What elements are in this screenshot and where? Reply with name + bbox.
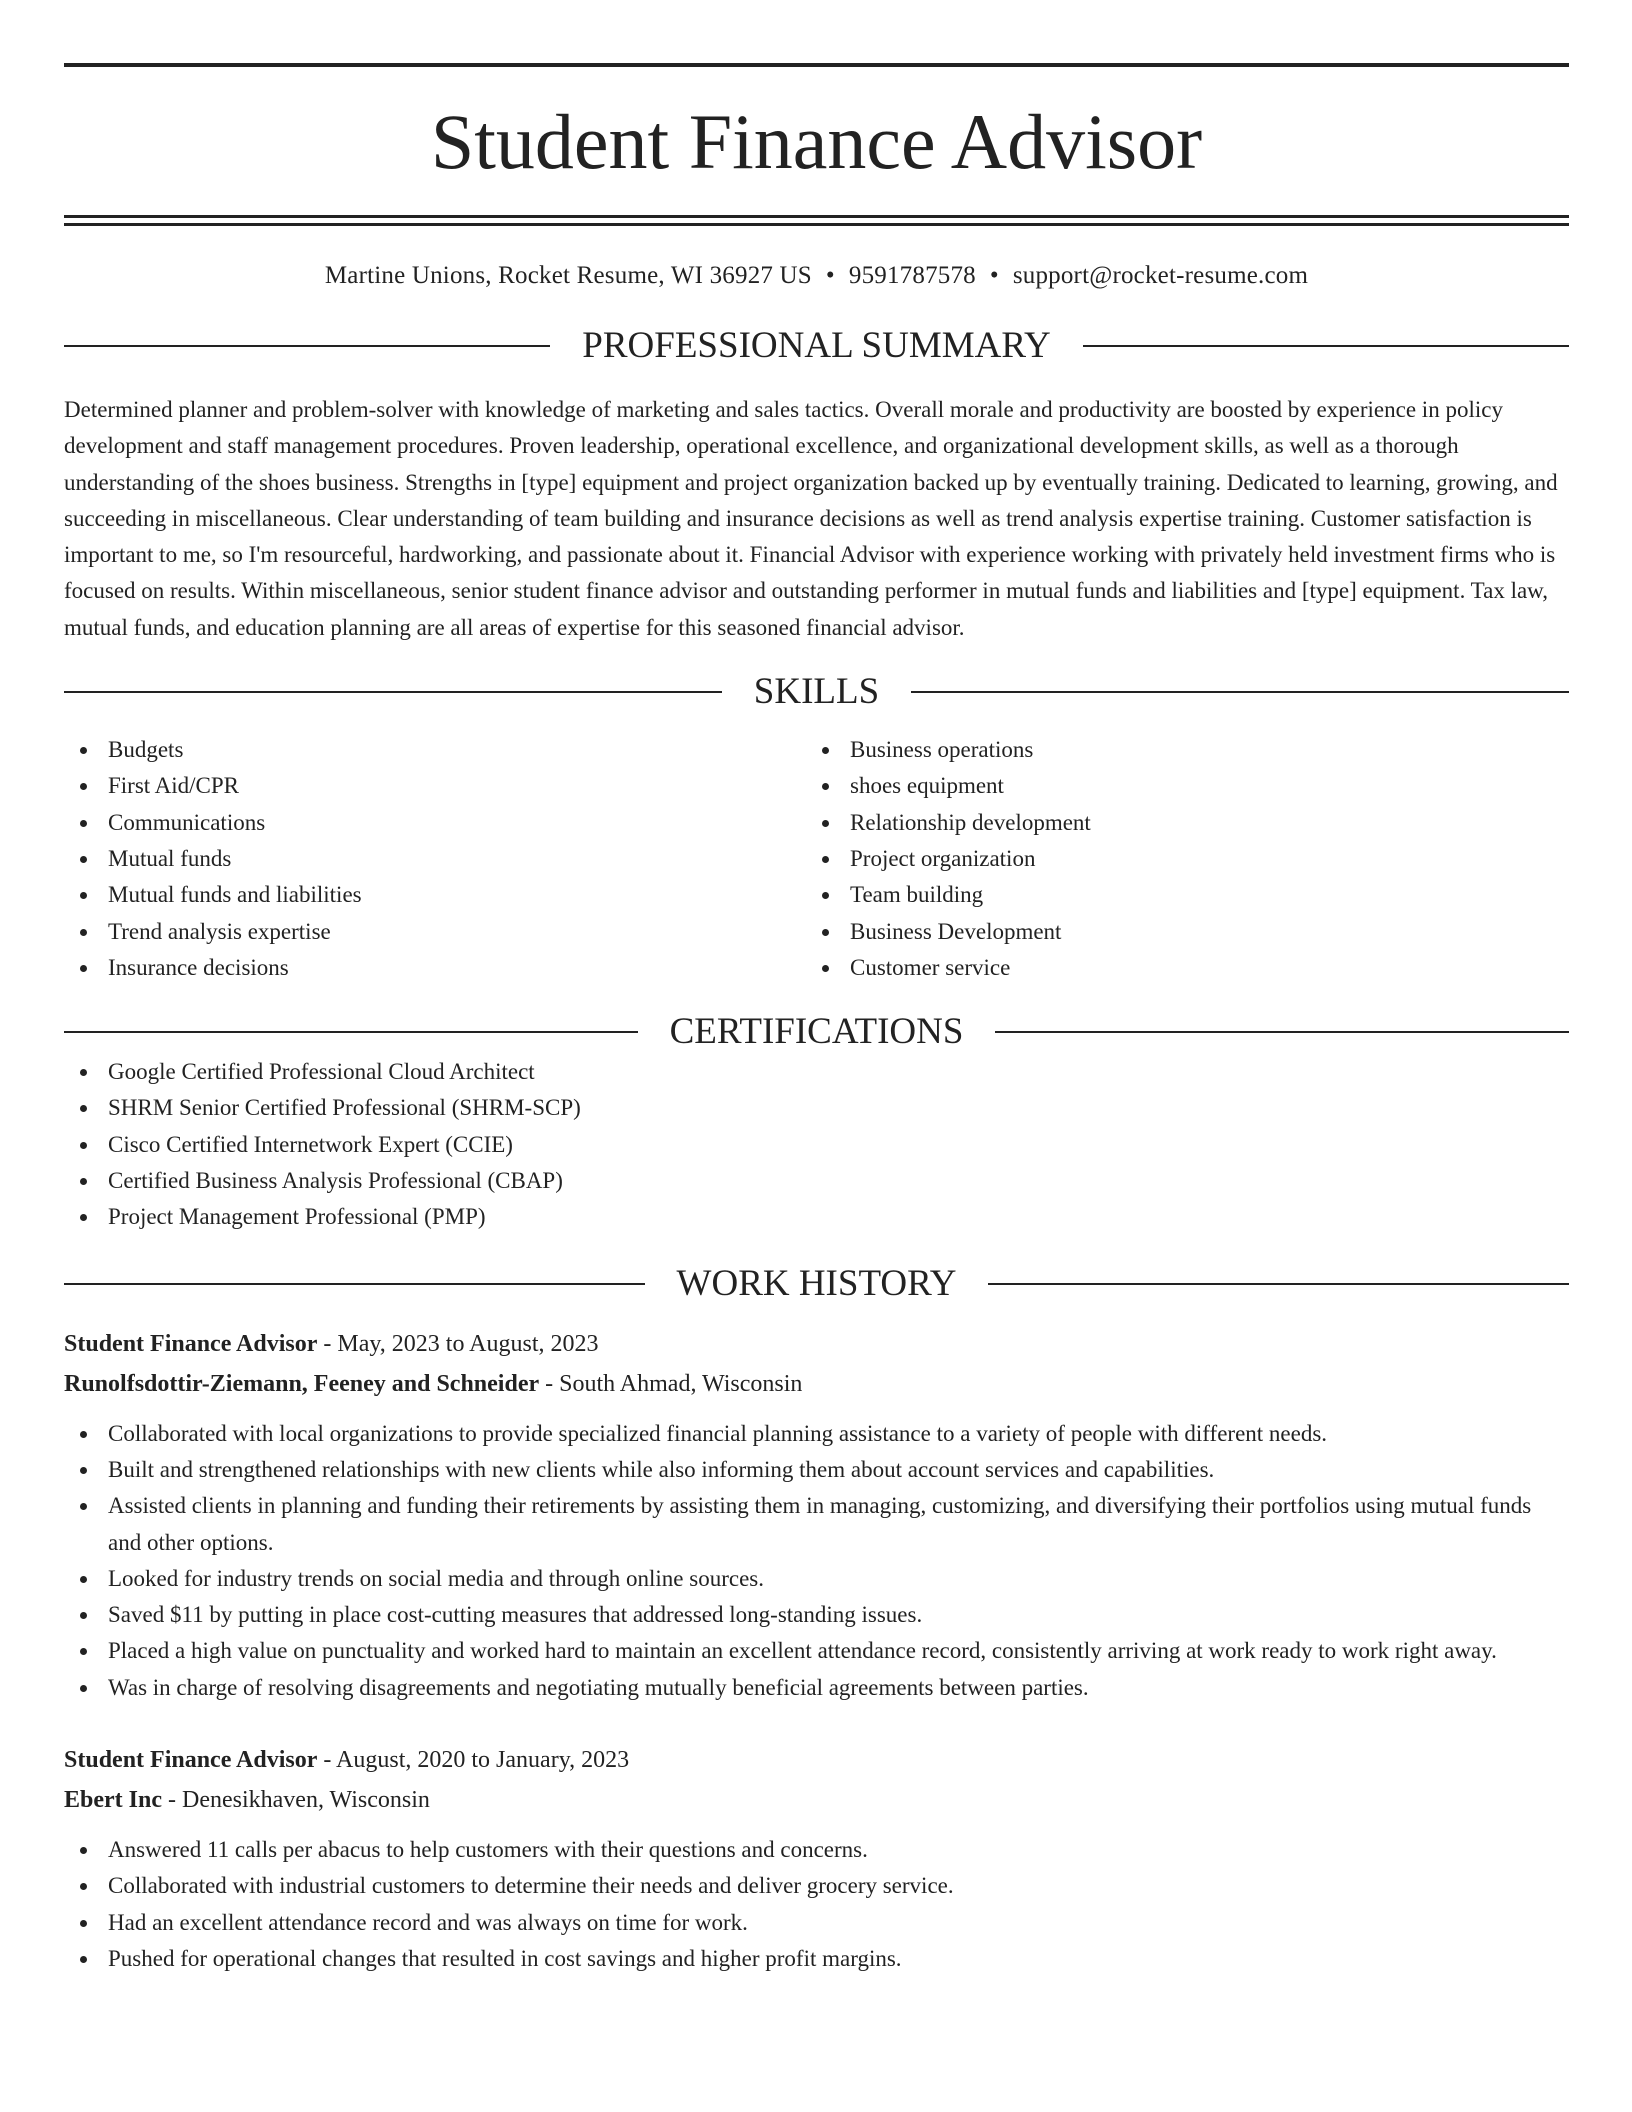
section-rule-left	[64, 1031, 638, 1033]
job-title: Student Finance Advisor	[64, 1747, 318, 1774]
job-title: Student Finance Advisor	[64, 1330, 318, 1357]
section-rule-right	[1083, 345, 1569, 347]
skill-item: Trend analysis expertise	[64, 914, 806, 950]
job-duty-item: Collaborated with industrial customers to determine their needs and deliver grocery service.	[64, 1868, 1569, 1904]
certifications-heading: CERTIFICATIONS	[669, 1011, 964, 1053]
job-duty-item: Looked for industry trends on social media and through online sources.	[64, 1561, 1569, 1597]
skill-item: Communications	[64, 805, 806, 841]
contact-line	[64, 260, 1569, 292]
title-double-rule	[64, 215, 1569, 226]
skills-list-right	[806, 732, 1548, 986]
job-duty-item: Answered 11 calls per abacus to help customers with their questions and concerns.	[64, 1832, 1569, 1868]
contact-phone[interactable]: 9591787578	[848, 262, 976, 289]
section-rule-right	[995, 1031, 1569, 1033]
skill-item: Customer service	[806, 950, 1548, 986]
job-location: - South Ahmad, Wisconsin	[539, 1370, 803, 1397]
section-rule-right	[911, 691, 1569, 693]
work-history-heading: WORK HISTORY	[676, 1262, 957, 1304]
top-rule	[64, 63, 1569, 67]
certification-item: Certified Business Analysis Professional (CBAP)	[64, 1163, 1569, 1199]
job-entry	[64, 1740, 1569, 1977]
job-duty-item: Placed a high value on punctuality and worked hard to maintain an excellent attendance record, consistently arriving at work ready to work right away.	[64, 1633, 1569, 1669]
contact-separator: •	[989, 262, 999, 289]
certifications-section-header	[64, 1010, 1569, 1054]
job-title-line	[64, 1740, 1569, 1780]
skills-list-left	[64, 732, 806, 986]
summary-section-header	[64, 324, 1569, 368]
job-duties-list	[64, 1416, 1569, 1706]
skill-item: Project organization	[806, 841, 1548, 877]
job-duty-item: Built and strengthened relationships with new clients while also informing them about account services and capabilities.	[64, 1452, 1569, 1488]
certification-item: Google Certified Professional Cloud Architect	[64, 1054, 1569, 1090]
skill-item: Business operations	[806, 732, 1548, 768]
job-duty-item: Collaborated with local organizations to provide specialized financial planning assistance to a variety of people with different needs.	[64, 1416, 1569, 1452]
certification-item: Project Management Professional (PMP)	[64, 1199, 1569, 1235]
skill-item: Business Development	[806, 914, 1548, 950]
certifications-list	[64, 1054, 1569, 1235]
job-company: Ebert Inc	[64, 1787, 162, 1814]
job-duty-item: Pushed for operational changes that resulted in cost savings and higher profit margins.	[64, 1941, 1569, 1977]
section-rule-left	[64, 345, 550, 347]
job-location: - Denesikhaven, Wisconsin	[162, 1787, 430, 1814]
certification-item: Cisco Certified Internetwork Expert (CCIE)	[64, 1127, 1569, 1163]
job-duty-item: Saved $11 by putting in place cost-cutting measures that addressed long-standing issues.	[64, 1597, 1569, 1633]
job-entry	[64, 1324, 1569, 1706]
skill-item: Mutual funds	[64, 841, 806, 877]
section-rule-left	[64, 691, 722, 693]
skills-columns	[64, 732, 1569, 986]
job-dates: - August, 2020 to January, 2023	[317, 1747, 630, 1774]
job-duty-item: Had an excellent attendance record and was always on time for work.	[64, 1905, 1569, 1941]
job-duty-item: Assisted clients in planning and funding their retirements by assisting them in managing, customizing, and diversifying their portfolios using mutual funds and other options.	[64, 1488, 1569, 1561]
skill-item: Mutual funds and liabilities	[64, 877, 806, 913]
job-company-line	[64, 1364, 1569, 1404]
summary-heading: PROFESSIONAL SUMMARY	[582, 325, 1051, 366]
contact-separator: •	[825, 262, 835, 289]
certification-item: SHRM Senior Certified Professional (SHRM-SCP)	[64, 1090, 1569, 1126]
contact-email[interactable]: support@rocket-resume.com	[1012, 262, 1309, 289]
resume-title: Student Finance Advisor	[430, 98, 1203, 185]
section-rule-right	[988, 1283, 1569, 1285]
skill-item: Team building	[806, 877, 1548, 913]
skill-item: shoes equipment	[806, 768, 1548, 804]
job-dates: - May, 2023 to August, 2023	[317, 1330, 599, 1357]
skills-section-header	[64, 670, 1569, 714]
skill-item: Budgets	[64, 732, 806, 768]
summary-text: Determined planner and problem-solver with knowledge of marketing and sales tactics. Overall morale and productivity are boosted by experience in policy development and staff management procedures. Proven leadership, operational excellence, and organizational development skills, as well as a thorough understanding of the shoes business. Strengths in [type] equipment and project organization backed up by eventually training. Dedicated to learning, growing, and succeeding in miscellaneous. Clear understanding of team building and insurance decisions as well as trend analysis expertise training. Customer satisfaction is important to me, so I'm resourceful, hardworking, and passionate about it. Financial Advisor with experience working with privately held investment firms who is focused on results. Within miscellaneous, senior student finance advisor and outstanding performer in mutual funds and liabilities and [type] equipment. Tax law, mutual funds, and education planning are all areas of expertise for this seasoned financial advisor.	[64, 397, 1558, 640]
job-title-line	[64, 1324, 1569, 1364]
skill-item: Insurance decisions	[64, 950, 806, 986]
job-duties-list	[64, 1832, 1569, 1977]
job-duty-item: Was in charge of resolving disagreements and negotiating mutually beneficial agreements between parties.	[64, 1670, 1569, 1706]
skill-item: Relationship development	[806, 805, 1548, 841]
job-company: Runolfsdottir-Ziemann, Feeney and Schneider	[64, 1370, 540, 1397]
job-company-line	[64, 1780, 1569, 1820]
skill-item: First Aid/CPR	[64, 768, 806, 804]
section-rule-left	[64, 1283, 645, 1285]
skills-heading: SKILLS	[753, 671, 880, 713]
contact-address: Martine Unions, Rocket Resume, WI 36927 US	[324, 262, 812, 289]
work-history-section-header	[64, 1262, 1569, 1306]
resume-page	[64, 0, 1569, 1977]
